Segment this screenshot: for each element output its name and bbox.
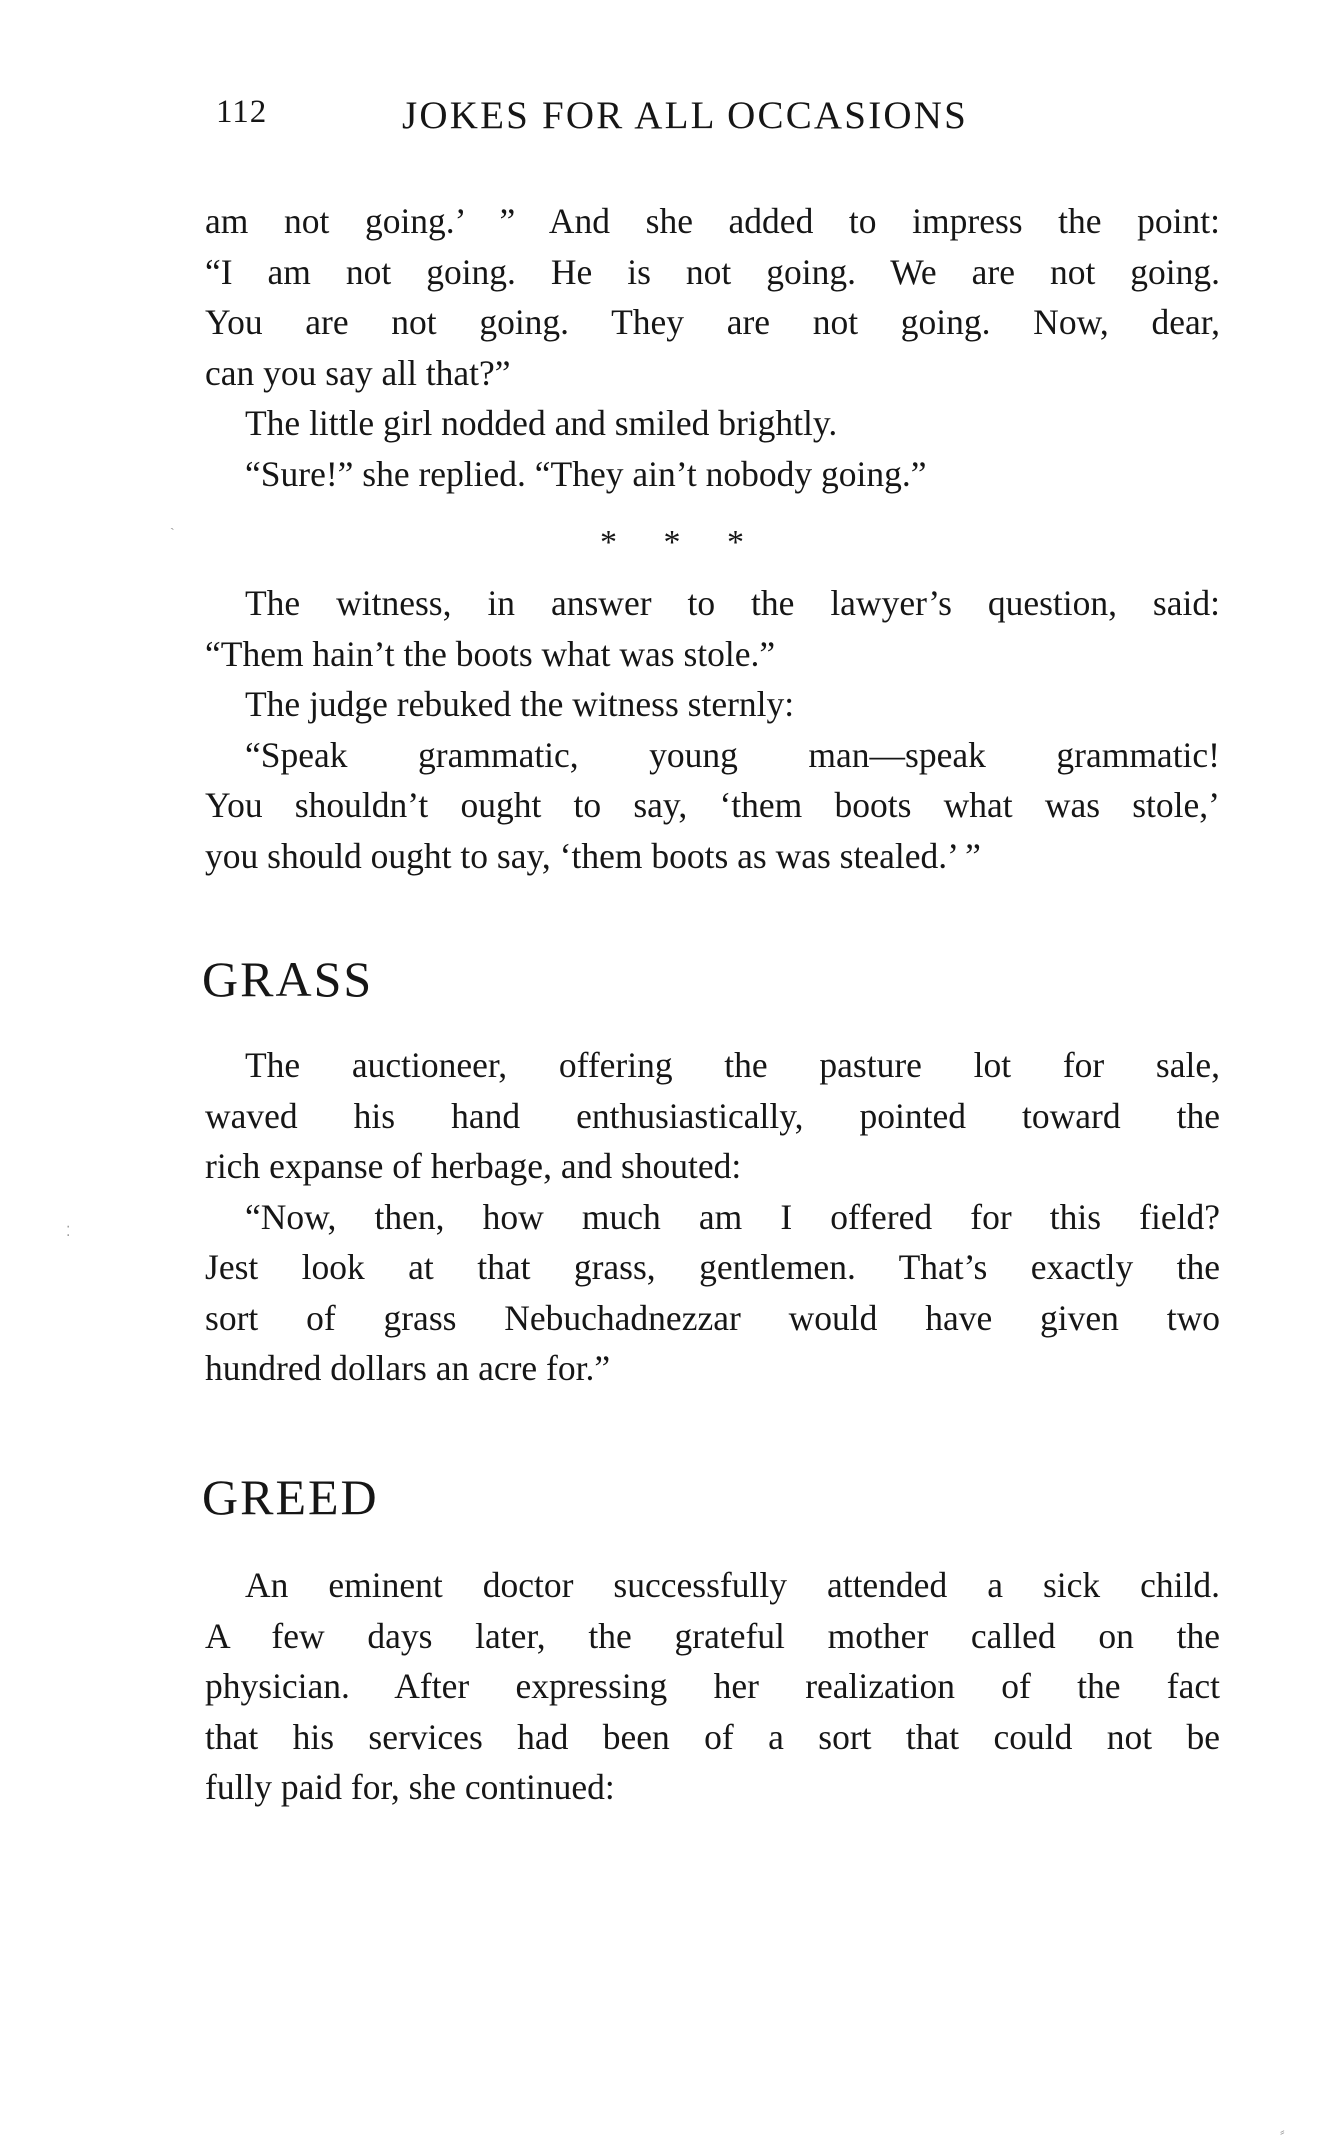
witness-joke <box>205 578 1220 881</box>
page-header <box>216 94 1226 144</box>
text-line: “Them hain’t the boots what was stole.” <box>205 633 776 674</box>
greed-joke <box>205 1560 1220 1813</box>
text-line: can you say all that?” <box>205 352 511 393</box>
text-line: fully paid for, she continued: <box>205 1767 615 1807</box>
text-line: that his services had been of a sort that could not be <box>205 1716 1220 1757</box>
continuation-paragraph <box>205 196 1220 499</box>
running-head: JOKES FOR ALL OCCASIONS <box>402 94 968 137</box>
print-speck: ˏ <box>170 516 175 531</box>
text-line: “Speak grammatic, young man—speak grammatic! <box>245 734 1220 775</box>
text-line: waved his hand enthusiastically, pointed toward the <box>205 1095 1220 1136</box>
text-line: You are not going. They are not going. Now, dear, <box>205 302 1220 342</box>
text-line: The auctioneer, offering the pasture lot for sale, <box>245 1045 1220 1085</box>
text-line: “Sure!” she replied. “They ain’t nobody going.” <box>245 453 927 494</box>
text-line: am not going.’ ” And she added to impress the point: <box>205 201 1220 241</box>
section-separator: * * * <box>600 524 744 561</box>
page-number: 112 <box>216 94 268 130</box>
text-line: An eminent doctor successfully attended a sick child. <box>245 1565 1220 1605</box>
text-line: Jest look at that grass, gentlemen. That’s exactly the <box>205 1247 1220 1287</box>
text-line: A few days later, the grateful mother called on the <box>205 1615 1220 1656</box>
grass-joke <box>205 1040 1220 1394</box>
text-line: You shouldn’t ought to say, ‘them boots what was stole,’ <box>205 785 1220 825</box>
text-line: physician. After expressing her realization of the fact <box>205 1666 1220 1706</box>
text-line: “I am not going. He is not going. We are not going. <box>205 251 1220 292</box>
print-speck: ⸗ <box>1280 2125 1285 2140</box>
text-line: The judge rebuked the witness sternly: <box>245 684 795 724</box>
section-heading-greed: GREED <box>202 1469 379 1525</box>
text-line: The little girl nodded and smiled brightly. <box>245 403 838 443</box>
print-speck: ⁚ <box>66 1225 71 1240</box>
text-line: sort of grass Nebuchadnezzar would have given two <box>205 1297 1220 1338</box>
text-line: The witness, in answer to the lawyer’s question, said: <box>245 583 1220 623</box>
text-line: hundred dollars an acre for.” <box>205 1348 611 1388</box>
text-line: you should ought to say, ‘them boots as was stealed.’ ” <box>205 835 981 876</box>
text-line: rich expanse of herbage, and shouted: <box>205 1146 742 1186</box>
section-heading-grass: GRASS <box>202 951 374 1007</box>
text-line: “Now, then, how much am I offered for this field? <box>245 1196 1220 1237</box>
